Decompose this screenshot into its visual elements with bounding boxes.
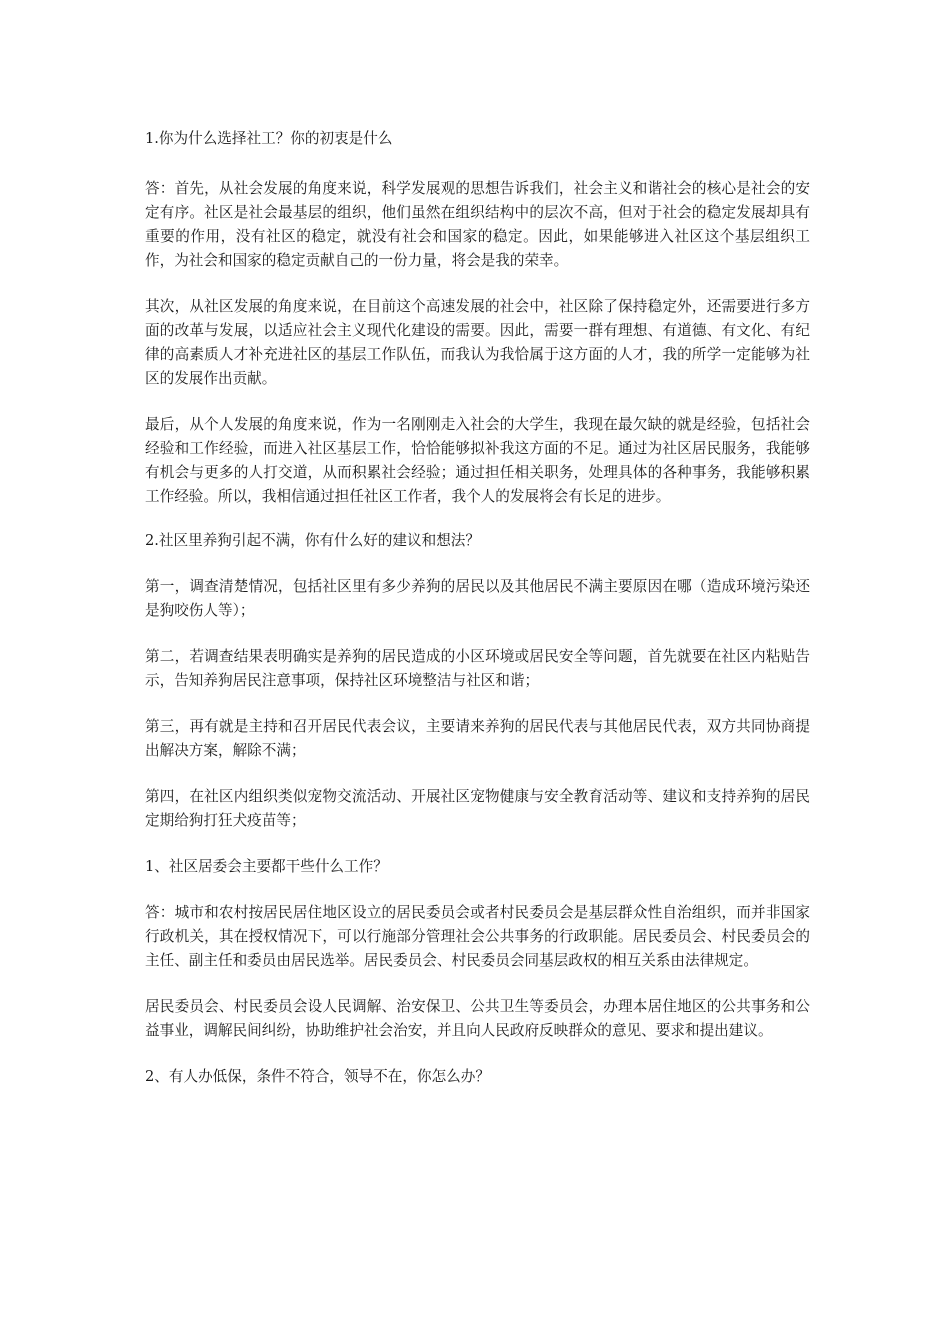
answer-paragraph-second: 其次，从社区发展的角度来说，在目前这个高速发展的社会中，社区除了保持稳定外，还需要进行多方面的改革与发展，以适应社会主义现代化建设的需要。因此，需要一群有理想、有道德、有文化、有纪律的高素质人才补充进社区的基层工作队伍，而我认为我恰属于这方面的人才，我的所学一定能够为社区的发展作出贡献。	[145, 298, 810, 387]
dog-suggestion-third: 第三，再有就是主持和召开居民代表会议，主要请来养狗的居民代表与其他居民代表，双方共同协商提出解决方案，解除不满；	[145, 718, 810, 759]
question-low-income-subsidy: 2、有人办低保，条件不符合，领导不在，你怎么办？	[145, 1068, 490, 1085]
question-why-social-work: 1.你为什么选择社工？你的初衷是什么	[145, 130, 393, 147]
committee-answer-first: 答：城市和农村按居民居住地区设立的居民委员会或者村民委员会是基层群众性自治组织，而并非国家行政机关，其在授权情况下，可以行施部分管理社会公共事务的行政职能。居民委员会、村民委员会的主任、副主任和委员由居民选举。居民委员会、村民委员会同基层政权的相互关系由法律规定。	[145, 904, 810, 969]
answer-paragraph-third: 最后，从个人发展的角度来说，作为一名刚刚走入社会的大学生，我现在最欠缺的就是经验，包括社会经验和工作经验，而进入社区基层工作，恰恰能够拟补我这方面的不足。通过为社区居民服务，我能够有机会与更多的人打交道，从而积累社会经验；通过担任相关职务，处理具体的各种事务，我能够积累工作经验。所以，我相信通过担任社区工作者，我个人的发展将会有长足的进步。	[145, 416, 810, 505]
committee-answer-second: 居民委员会、村民委员会设人民调解、治安保卫、公共卫生等委员会，办理本居住地区的公共事务和公益事业，调解民间纠纷，协助维护社会治安，并且向人民政府反映群众的意见、要求和提出建议。	[145, 998, 810, 1039]
dog-suggestion-first: 第一，调查清楚情况，包括社区里有多少养狗的居民以及其他居民不满主要原因在哪（造成环境污染还是狗咬伤人等）；	[145, 578, 810, 619]
dog-suggestion-fourth: 第四，在社区内组织类似宠物交流活动、开展社区宠物健康与安全教育活动等、建议和支持养狗的居民定期给狗打狂犬疫苗等；	[145, 788, 810, 829]
answer-paragraph-first: 答：首先，从社会发展的角度来说，科学发展观的思想告诉我们，社会主义和谐社会的核心是社会的安定有序。社区是社会最基层的组织，他们虽然在组织结构中的层次不高，但对于社会的稳定发展却具有重要的作用，没有社区的稳定，就没有社会和国家的稳定。因此，如果能够进入社区这个基层组织工作，为社会和国家的稳定贡献自己的一份力量，将会是我的荣幸。	[145, 180, 810, 269]
dog-suggestion-second: 第二，若调查结果表明确实是养狗的居民造成的小区环境或居民安全等问题，首先就要在社区内粘贴告示，告知养狗居民注意事项，保持社区环境整洁与社区和谐；	[145, 648, 810, 689]
question-dog-complaints: 2.社区里养狗引起不满，你有什么好的建议和想法？	[145, 532, 480, 549]
question-committee-work: 1、社区居委会主要都干些什么工作？	[145, 858, 388, 875]
document-body	[145, 127, 810, 1089]
